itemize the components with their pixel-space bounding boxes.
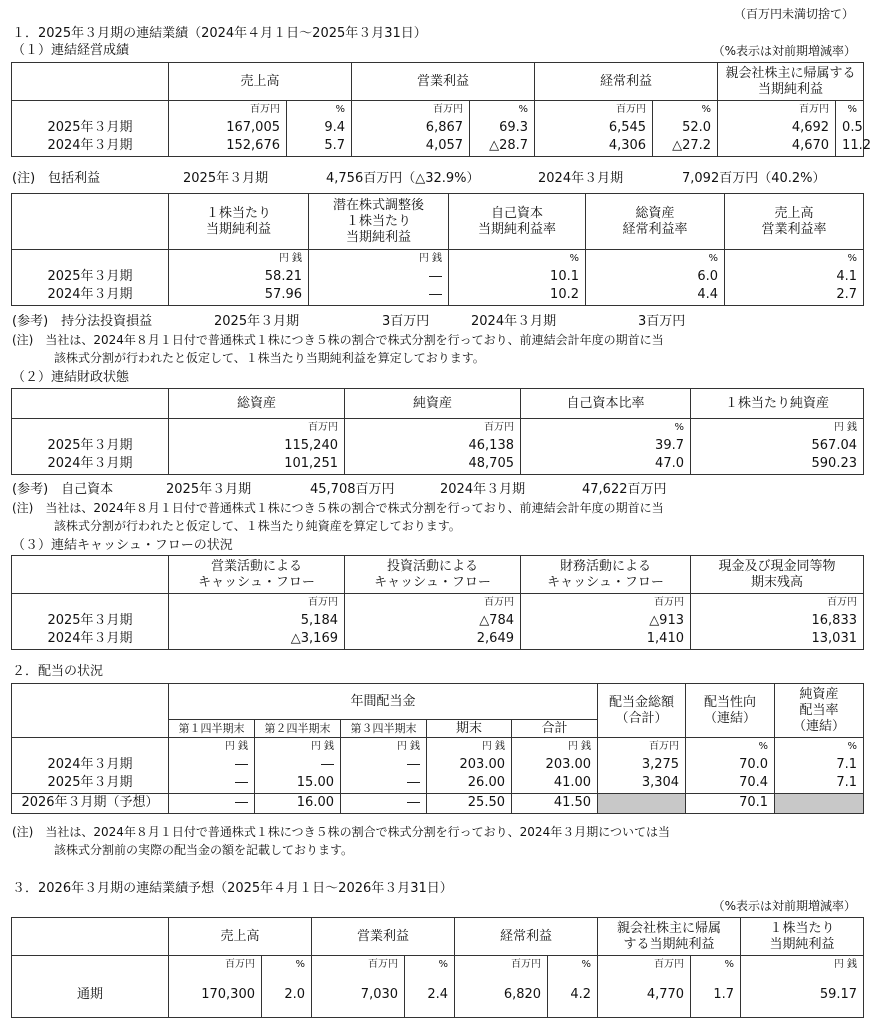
data-cell: 16.00 — [255, 793, 341, 813]
unit-cell: 百万円 — [598, 956, 691, 974]
data-cell: 7,030 — [312, 973, 405, 1017]
data-cell: △913 — [521, 611, 691, 630]
comprehensive-income-value1: 4,756百万円（△32.9%） — [326, 171, 480, 186]
operating-results-table — [11, 62, 871, 157]
shaded-cell — [598, 793, 686, 813]
comprehensive-income-value2: 7,092百万円（40.2%） — [682, 171, 826, 186]
data-cell: 170,300 — [169, 973, 262, 1017]
unit-cell: 円 銭 — [309, 250, 449, 268]
unit-cell: % — [470, 101, 535, 119]
note-stock-split-1: (注) 当社は、2024年８月１日付で普通株式１株につき５株の割合で株式分割を行っており、前連結会計年度の期首に当 — [12, 333, 664, 347]
unit-cell: 百万円 — [169, 419, 345, 437]
data-cell: 4,306 — [535, 137, 653, 156]
subheader-cell: 第３四半期末 — [341, 720, 427, 738]
data-cell: 4,692 — [718, 118, 836, 137]
unit-cell: % — [262, 956, 312, 974]
unit-cell: % — [725, 250, 864, 268]
header-cell: 売上高 — [169, 918, 312, 956]
data-cell: 4,670 — [718, 137, 836, 156]
unit-cell: 百万円 — [169, 956, 262, 974]
label-cell — [12, 101, 169, 119]
data-cell: ― — [309, 286, 449, 305]
dividend-table — [11, 683, 864, 814]
unit-cell: % — [548, 956, 598, 974]
header-cell: 営業利益 — [352, 63, 535, 101]
unit-cell: 円 銭 — [691, 419, 864, 437]
equity-value1: 45,708百万円 — [310, 482, 395, 497]
row-label: 2025年３月期 — [12, 611, 169, 630]
unit-cell: % — [449, 250, 586, 268]
unit-row — [12, 594, 864, 612]
data-cell: ― — [255, 755, 341, 774]
note-stock-split-1-cont: 該株式分割が行われたと仮定して、１株当たり当期純利益を算定しております。 — [54, 351, 485, 365]
data-cell: 7.1 — [775, 774, 864, 793]
unit-cell: 百万円 — [352, 101, 470, 119]
pct-note-1: （%表示は対前期増減率） — [712, 44, 856, 58]
header-cell: 売上高 — [169, 63, 352, 101]
unit-cell: 円 銭 — [169, 738, 255, 756]
data-cell: 101,251 — [169, 455, 345, 474]
data-cell: 5.7 — [287, 137, 352, 156]
corner-cell — [12, 194, 169, 250]
data-cell: 2.7 — [725, 286, 864, 305]
table-row — [12, 774, 864, 793]
data-cell: 13,031 — [691, 630, 864, 649]
sub3-title: （３）連結キャッシュ・フローの状況 — [12, 538, 233, 553]
header-cell: 総資産 経常利益率 — [586, 194, 725, 250]
unit-cell: 百万円 — [169, 101, 287, 119]
corner-cell — [12, 63, 169, 101]
comprehensive-income-year2: 2024年３月期 — [538, 171, 624, 186]
header-cell: 配当金総額 （合計） — [598, 684, 686, 738]
header-cell: １株当たり 当期純利益 — [169, 194, 309, 250]
header-cell: １株当たり純資産 — [691, 389, 864, 419]
data-cell: 69.3 — [470, 118, 535, 137]
row-label: 2024年３月期 — [12, 455, 169, 474]
table-header-row — [12, 389, 864, 419]
label-cell — [12, 956, 169, 974]
unit-note: （百万円未満切捨て） — [733, 7, 854, 21]
equity-method-value2: 3百万円 — [638, 314, 686, 329]
data-cell: ― — [169, 774, 255, 793]
header-cell: 現金及び現金同等物 期末残高 — [691, 556, 864, 594]
corner-cell — [12, 684, 169, 738]
row-label: 2025年３月期 — [12, 774, 169, 793]
data-cell: 203.00 — [512, 755, 598, 774]
unit-cell: 百万円 — [535, 101, 653, 119]
unit-cell: 百万円 — [521, 594, 691, 612]
unit-cell: 百万円 — [455, 956, 548, 974]
data-cell: ― — [341, 755, 427, 774]
equity-year1: 2025年３月期 — [166, 482, 252, 497]
data-cell: 2.4 — [405, 973, 455, 1017]
data-cell: 6,820 — [455, 973, 548, 1017]
row-label: 通期 — [12, 973, 169, 1017]
section1-title: １．2025年３月期の連結業績（2024年４月１日～2025年３月31日） — [12, 26, 427, 41]
unit-cell: 円 銭 — [169, 250, 309, 268]
data-cell: △28.7 — [470, 137, 535, 156]
unit-cell: % — [775, 738, 864, 756]
unit-cell: 円 銭 — [741, 956, 864, 974]
data-cell: ― — [169, 793, 255, 813]
table-row — [12, 611, 864, 630]
unit-row — [12, 101, 864, 119]
dividend-group-header: 年間配当金 — [169, 684, 598, 720]
header-cell: 純資産 — [345, 389, 521, 419]
label-cell — [12, 250, 169, 268]
table-header-row — [12, 63, 864, 101]
data-cell: 4,057 — [352, 137, 470, 156]
table-header-row — [12, 684, 864, 720]
unit-cell: 円 銭 — [341, 738, 427, 756]
data-cell: 57.96 — [169, 286, 309, 305]
data-cell: 4.2 — [548, 973, 598, 1017]
note-dividend: (注) 当社は、2024年８月１日付で普通株式１株につき５株の割合で株式分割を行っており、2024年３月期については当 — [12, 825, 670, 839]
note-stock-split-2-cont: 該株式分割が行われたと仮定して、１株当たり純資産を算定しております。 — [54, 519, 461, 533]
row-label: 2024年３月期 — [12, 286, 169, 305]
unit-row — [12, 250, 864, 268]
table-row — [12, 455, 864, 474]
subheader-cell: 第１四半期末 — [169, 720, 255, 738]
unit-cell: 百万円 — [345, 419, 521, 437]
data-cell: 15.00 — [255, 774, 341, 793]
row-label: 2025年３月期 — [12, 436, 169, 455]
unit-cell: 百万円 — [598, 738, 686, 756]
header-cell: 営業活動による キャッシュ・フロー — [169, 556, 345, 594]
row-label: 2026年３月期（予想） — [12, 793, 169, 813]
header-cell: 配当性向 （連結） — [686, 684, 775, 738]
unit-cell: 円 銭 — [427, 738, 512, 756]
table-row — [12, 267, 864, 286]
per-share-table — [11, 193, 864, 306]
data-cell: 203.00 — [427, 755, 512, 774]
data-cell: 59.17 — [741, 973, 864, 1017]
financial-position-table — [11, 388, 864, 475]
data-cell: 6,545 — [535, 118, 653, 137]
data-cell: 16,833 — [691, 611, 864, 630]
corner-cell — [12, 389, 169, 419]
data-cell: 6.0 — [586, 267, 725, 286]
table-row-forecast — [12, 793, 864, 813]
data-cell: △27.2 — [653, 137, 718, 156]
data-cell: 1.7 — [691, 973, 741, 1017]
forecast-table — [11, 917, 864, 1018]
header-cell: 売上高 営業利益率 — [725, 194, 864, 250]
data-cell: ― — [309, 267, 449, 286]
cash-flow-table — [11, 555, 864, 650]
data-cell: 41.00 — [512, 774, 598, 793]
data-cell: 4.4 — [586, 286, 725, 305]
data-cell: 590.23 — [691, 455, 864, 474]
data-cell: 70.0 — [686, 755, 775, 774]
unit-cell: % — [521, 419, 691, 437]
table-header-row — [12, 918, 864, 956]
comprehensive-income-year1: 2025年３月期 — [183, 171, 269, 186]
data-cell: 25.50 — [427, 793, 512, 813]
data-cell: 41.50 — [512, 793, 598, 813]
data-cell: 47.0 — [521, 455, 691, 474]
data-cell: 2,649 — [345, 630, 521, 649]
table-row — [12, 755, 864, 774]
header-cell: 潜在株式調整後 １株当たり 当期純利益 — [309, 194, 449, 250]
table-row — [12, 973, 864, 1017]
data-cell: 2.0 — [262, 973, 312, 1017]
equity-value2: 47,622百万円 — [582, 482, 667, 497]
data-cell: 167,005 — [169, 118, 287, 137]
sub2-title: （２）連結財政状態 — [12, 370, 130, 385]
table-header-row — [12, 194, 864, 250]
data-cell: △784 — [345, 611, 521, 630]
equity-method-label: (参考) 持分法投資損益 — [12, 314, 153, 329]
data-cell: 1,410 — [521, 630, 691, 649]
data-cell: ― — [341, 774, 427, 793]
header-cell: 親会社株主に帰属する 当期純利益 — [718, 63, 864, 101]
subheader-cell: 期末 — [427, 720, 512, 738]
equity-label: (参考) 自己資本 — [12, 482, 114, 497]
unit-cell: 百万円 — [312, 956, 405, 974]
data-cell: 39.7 — [521, 436, 691, 455]
table-header-row — [12, 556, 864, 594]
data-cell: 48,705 — [345, 455, 521, 474]
unit-cell: % — [686, 738, 775, 756]
data-cell: 567.04 — [691, 436, 864, 455]
table-row — [12, 630, 864, 649]
subheader-cell: 合計 — [512, 720, 598, 738]
unit-row — [12, 738, 864, 756]
header-cell: 自己資本 当期純利益率 — [449, 194, 586, 250]
equity-year2: 2024年３月期 — [440, 482, 526, 497]
shaded-cell — [775, 793, 864, 813]
header-cell: １株当たり 当期純利益 — [741, 918, 864, 956]
unit-cell: 円 銭 — [512, 738, 598, 756]
equity-method-year1: 2025年３月期 — [214, 314, 300, 329]
unit-cell: % — [405, 956, 455, 974]
data-cell: 152,676 — [169, 137, 287, 156]
row-label: 2024年３月期 — [12, 630, 169, 649]
corner-cell — [12, 918, 169, 956]
row-label: 2025年３月期 — [12, 267, 169, 286]
table-row — [12, 137, 864, 156]
header-cell: 純資産 配当率 （連結） — [775, 684, 864, 738]
data-cell: 7.1 — [775, 755, 864, 774]
data-cell: 5,184 — [169, 611, 345, 630]
data-cell: 70.1 — [686, 793, 775, 813]
table-row — [12, 286, 864, 305]
equity-method-year2: 2024年３月期 — [471, 314, 557, 329]
unit-cell: % — [586, 250, 725, 268]
unit-cell: % — [836, 101, 864, 119]
unit-cell: 百万円 — [691, 594, 864, 612]
header-cell: 総資産 — [169, 389, 345, 419]
header-cell: 財務活動による キャッシュ・フロー — [521, 556, 691, 594]
row-label: 2025年３月期 — [12, 118, 169, 137]
unit-cell: % — [287, 101, 352, 119]
corner-cell — [12, 556, 169, 594]
section2-title: ２．配当の状況 — [12, 664, 104, 679]
comprehensive-income-label: (注) 包括利益 — [12, 171, 101, 186]
unit-cell: % — [691, 956, 741, 974]
note-stock-split-2: (注) 当社は、2024年８月１日付で普通株式１株につき５株の割合で株式分割を行っており、前連結会計年度の期首に当 — [12, 501, 664, 515]
data-cell: 70.4 — [686, 774, 775, 793]
data-cell: △3,169 — [169, 630, 345, 649]
data-cell: 0.5 — [836, 118, 864, 137]
label-cell — [12, 594, 169, 612]
header-cell: 経常利益 — [455, 918, 598, 956]
label-cell — [12, 419, 169, 437]
header-cell: 親会社株主に帰属 する当期純利益 — [598, 918, 741, 956]
header-cell: 自己資本比率 — [521, 389, 691, 419]
unit-row — [12, 419, 864, 437]
data-cell: ― — [341, 793, 427, 813]
data-cell: 10.2 — [449, 286, 586, 305]
unit-cell: 百万円 — [169, 594, 345, 612]
data-cell: ― — [169, 755, 255, 774]
unit-cell: % — [653, 101, 718, 119]
table-row — [12, 118, 864, 137]
data-cell: 4,770 — [598, 973, 691, 1017]
header-cell: 投資活動による キャッシュ・フロー — [345, 556, 521, 594]
label-cell — [12, 738, 169, 756]
data-cell: 4.1 — [725, 267, 864, 286]
data-cell: 58.21 — [169, 267, 309, 286]
data-cell: 3,304 — [598, 774, 686, 793]
pct-note-3: （%表示は対前期増減率） — [712, 899, 856, 913]
sub1-title: （１）連結経営成績 — [12, 43, 130, 58]
subheader-cell: 第２四半期末 — [255, 720, 341, 738]
data-cell: 26.00 — [427, 774, 512, 793]
unit-cell: 百万円 — [345, 594, 521, 612]
data-cell: 46,138 — [345, 436, 521, 455]
row-label: 2024年３月期 — [12, 755, 169, 774]
header-cell: 経常利益 — [535, 63, 718, 101]
unit-row — [12, 956, 864, 974]
data-cell: 9.4 — [287, 118, 352, 137]
unit-cell: 百万円 — [718, 101, 836, 119]
data-cell: 11.2 — [836, 137, 864, 156]
data-cell: 115,240 — [169, 436, 345, 455]
unit-cell: 円 銭 — [255, 738, 341, 756]
equity-method-value1: 3百万円 — [382, 314, 430, 329]
row-label: 2024年３月期 — [12, 137, 169, 156]
note-dividend-cont: 該株式分割前の実際の配当金の額を記載しております。 — [54, 843, 354, 857]
data-cell: 10.1 — [449, 267, 586, 286]
section3-title: ３．2026年３月期の連結業績予想（2025年４月１日～2026年３月31日） — [12, 881, 453, 896]
header-cell: 営業利益 — [312, 918, 455, 956]
data-cell: 3,275 — [598, 755, 686, 774]
data-cell: 6,867 — [352, 118, 470, 137]
data-cell: 52.0 — [653, 118, 718, 137]
table-row — [12, 436, 864, 455]
